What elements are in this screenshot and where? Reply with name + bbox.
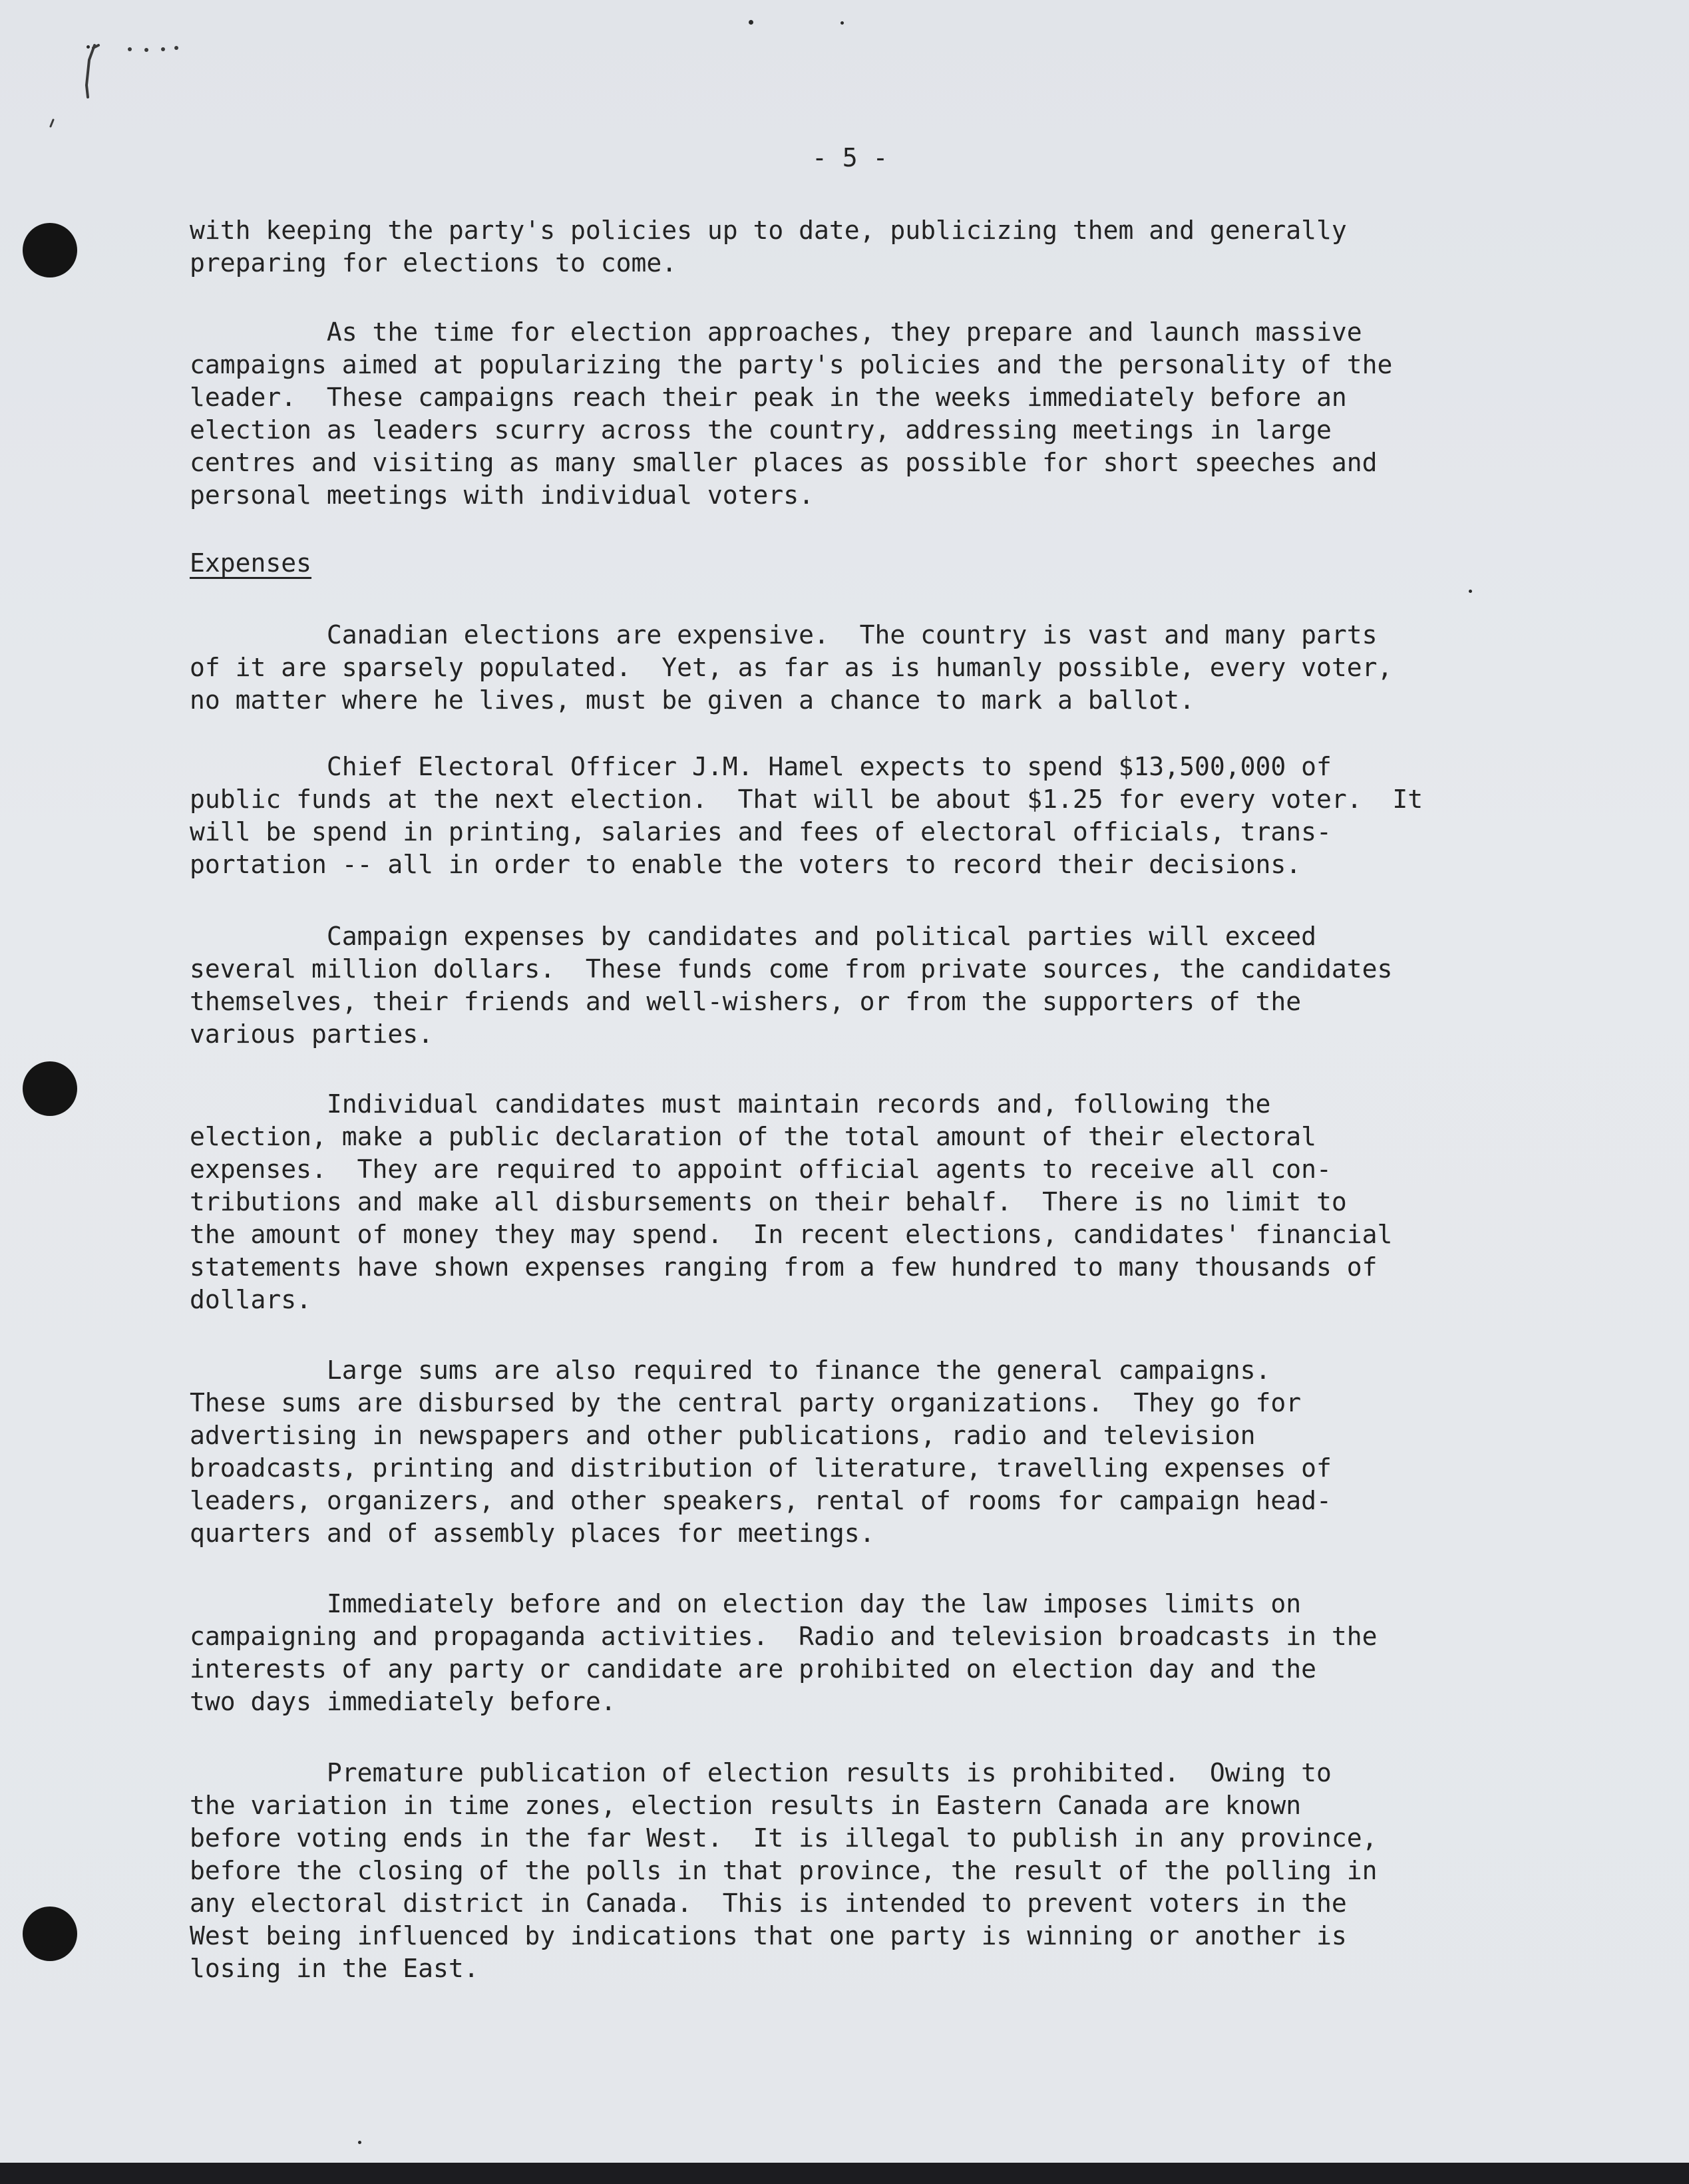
punch-hole-middle — [23, 1061, 77, 1116]
paragraph-1: with keeping the party's policies up to date, publicizing them and generally preparing for elections to come. — [190, 216, 1347, 277]
pencil-mark — [40, 33, 193, 140]
section-heading-expenses: Expenses — [190, 548, 312, 578]
scan-speck — [358, 2141, 361, 2144]
paragraph-4: Chief Electoral Officer J.M. Hamel expects to spend $13,500,000 of public funds at the next election. That will be about $1.25 for every voter. It will be spend in printing, salaries and fees of electoral officials, trans- portation -- all in order to enable the voters to record their decisions. — [190, 752, 1423, 879]
page-number: - 5 - — [812, 143, 888, 172]
scan-speck — [841, 21, 844, 25]
paragraph-6: Individual candidates must maintain records and, following the election, make a public declaration of the total amount of their electoral expenses. They are required to appoint official agents to receive all con- tributions and make all disbursements on their behalf. There is no limit to the amount of money they may spend. In recent elections, candidates' financial statements have shown expenses ranging from a few hundred to many thousands of dollars. — [190, 1089, 1393, 1314]
paragraph-5: Campaign expenses by candidates and political parties will exceed several million dollars. These funds come from private sources, the candidates themselves, their friends and well-wishers, or from the supporters of the various parties. — [190, 922, 1393, 1049]
paragraph-7: Large sums are also required to finance the general campaigns. These sums are disbursed by the central party organizations. They go for advertising in newspapers and other publications, radio and television broadcasts, printing and distribution of literature, travelling expenses of leaders, organizers, and other speakers, rental of rooms for campaign head- quarters and of assembly places for meetings. — [190, 1356, 1332, 1548]
punch-hole-top — [23, 223, 77, 277]
paragraph-2: As the time for election approaches, they prepare and launch massive campaigns aimed at popularizing the party's policies and the personality of the leader. These campaigns reach their peak in the weeks immediately before an election as leaders scurry across the country, addressing meetings in large centres and visiting as many smaller places as possible for short speeches and personal meetings with individual voters. — [190, 317, 1393, 510]
paragraph-3: Canadian elections are expensive. The country is vast and many parts of it are sparsely populated. Yet, as far as is humanly possible, every voter, no matter where he lives, must be given a chance to mark a ballot. — [190, 620, 1393, 715]
paragraph-9: Premature publication of election results is prohibited. Owing to the variation in time zones, election results in Eastern Canada are known before voting ends in the far West. It is illegal to publish in any province, before the closing of the polls in that province, the result of the polling in any electoral district in Canada. This is intended to prevent voters in the West being influenced by indications that one party is winning or another is losing in the East. — [190, 1758, 1378, 1983]
scan-bottom-edge — [0, 2163, 1689, 2184]
paragraph-8: Immediately before and on election day the law imposes limits on campaigning and propaganda activities. Radio and television broadcasts in the interests of any party or candidate are prohibited on election day and the two days immediately before. — [190, 1589, 1378, 1716]
punch-hole-bottom — [23, 1907, 77, 1961]
scan-speck — [749, 20, 753, 25]
scan-speck — [1469, 590, 1472, 593]
